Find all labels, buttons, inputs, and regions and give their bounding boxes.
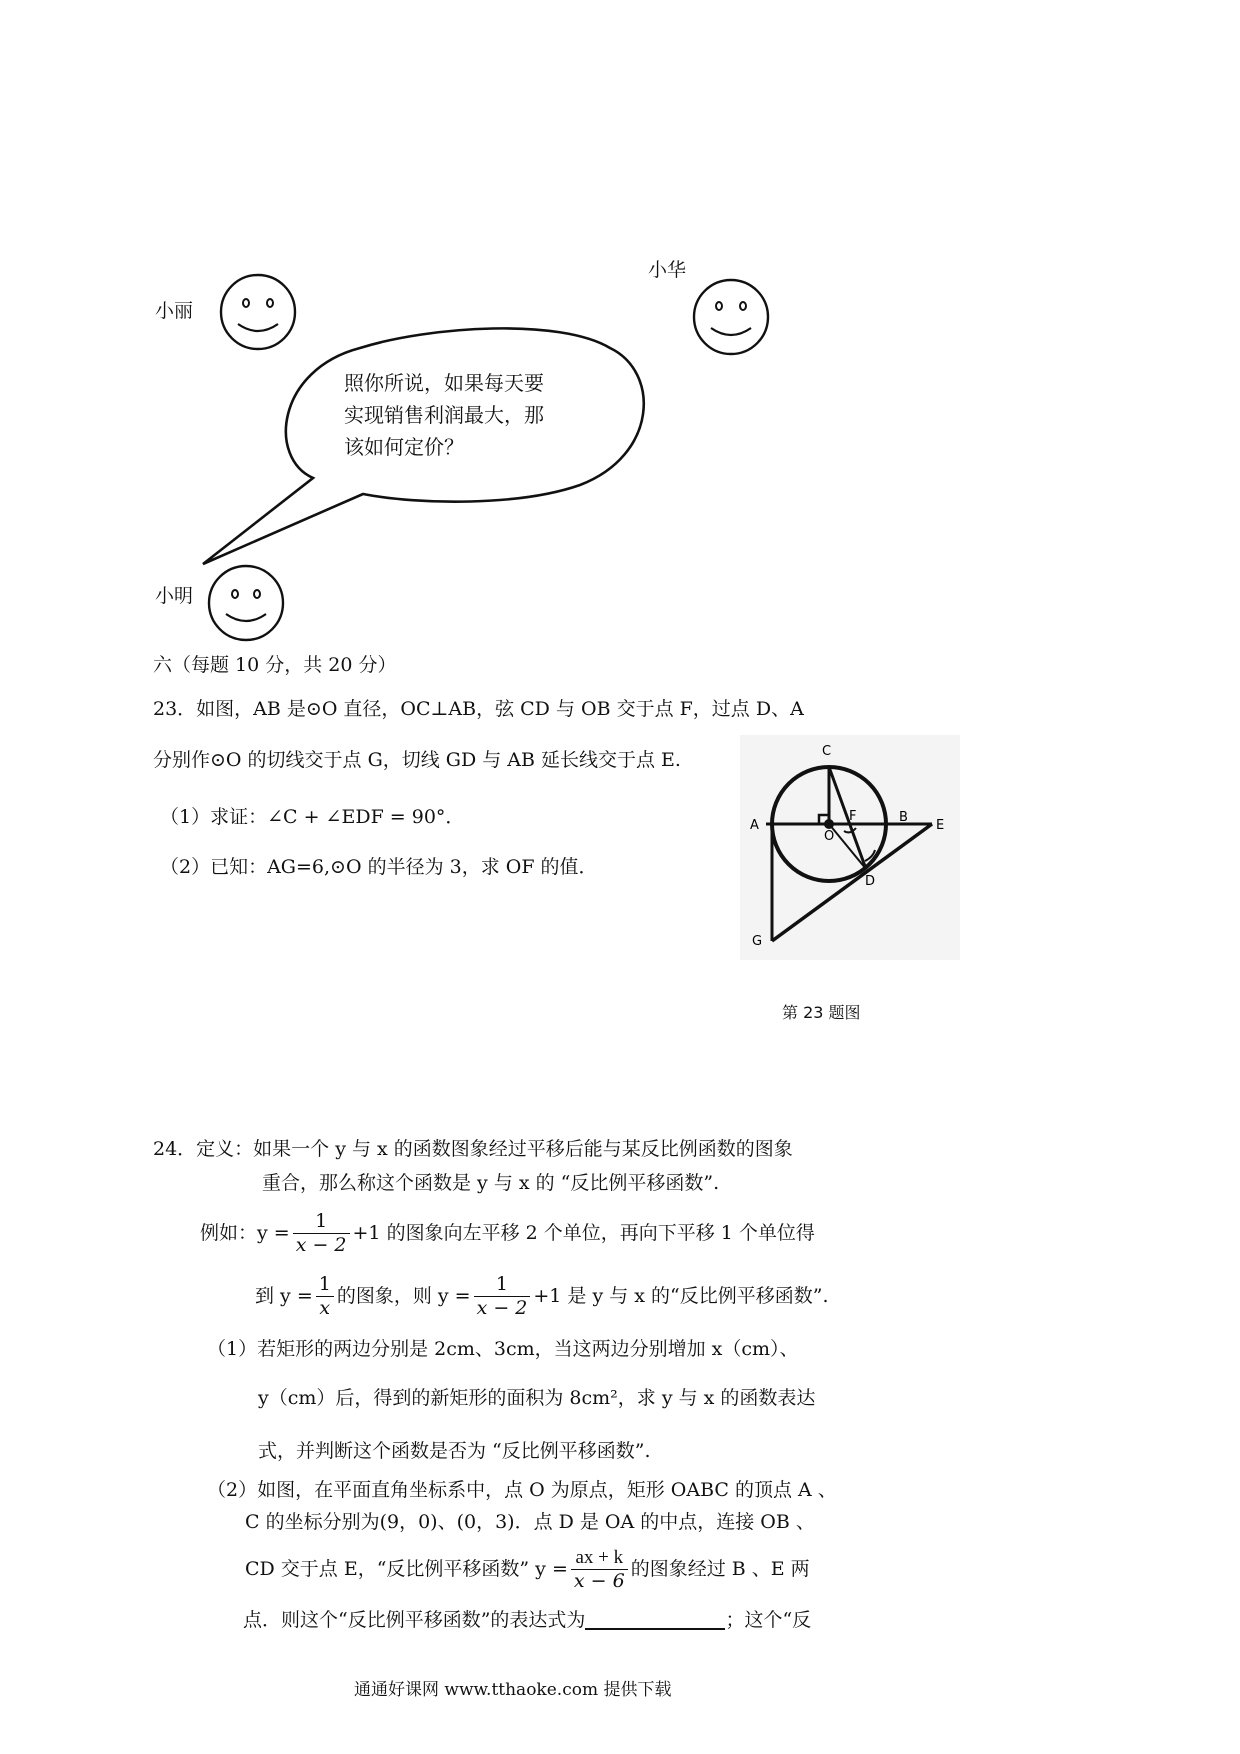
page-footer: 通通好课网 www.tthaoke.com 提供下载: [354, 1680, 672, 1700]
smiley-face-icon: [209, 566, 283, 640]
example-prefix: 到 y =: [255, 1285, 313, 1307]
q24-part2-line3: [245, 1548, 810, 1591]
fraction-numerator: ax + k: [571, 1548, 628, 1570]
example-prefix: 例如：y =: [200, 1222, 290, 1244]
q24-part2-line4: [243, 1610, 811, 1630]
point-label-d: D: [865, 874, 876, 889]
fraction-numerator: 1: [316, 1275, 334, 1297]
q23-geometry-figure: [740, 735, 960, 960]
q24-example-line1: [200, 1212, 815, 1255]
fraction: [293, 1212, 350, 1255]
q24-definition-line1: 24．定义：如果一个 y 与 x 的函数图象经过平移后能与某反比例函数的图象: [153, 1138, 793, 1160]
part2-text: 点．则这个“反比例平移函数”的表达式为: [243, 1609, 586, 1631]
bubble-text-line: 照你所说，如果每天要: [344, 371, 544, 395]
example-text: 的图象，则 y =: [336, 1285, 471, 1307]
fraction: [474, 1275, 531, 1318]
fraction-numerator: 1: [474, 1275, 531, 1297]
speaker-xiaohua-label: 小华: [648, 259, 687, 281]
example-text: +1 是 y 与 x 的“反比例平移函数”.: [533, 1285, 829, 1307]
point-label-o: O: [824, 829, 835, 844]
q24-part2-line2: C 的坐标分别为(9，0)、(0，3)．点 D 是 OA 的中点，连接 OB 、: [245, 1511, 815, 1533]
point-label-g: G: [752, 934, 763, 949]
section-heading: 六（每题 10 分，共 20 分）: [153, 654, 397, 676]
q23-part2: （2）已知：AG=6,⊙O 的半径为 3，求 OF 的值．: [160, 856, 598, 878]
point-label-f: F: [849, 809, 857, 824]
point-label-c: C: [822, 744, 832, 759]
fraction-denominator: x − 6: [573, 1570, 625, 1592]
example-text: +1 的图象向左平移 2 个单位，再向下平移 1 个单位得: [352, 1222, 815, 1244]
q24-definition-line2: 重合，那么称这个函数是 y 与 x 的 “反比例平移函数”.: [262, 1172, 720, 1194]
fraction: [571, 1548, 628, 1591]
q24-part1-line1: （1）若矩形的两边分别是 2cm、3cm，当这两边分别增加 x（cm）、: [207, 1338, 799, 1360]
part2-text: 的图象经过 B 、E 两: [630, 1558, 810, 1580]
q24-part2-line1: （2）如图，在平面直角坐标系中，点 O 为原点，矩形 OABC 的顶点 A 、: [207, 1479, 837, 1501]
smiley-face-icon: [694, 280, 768, 354]
q23-statement-line2: 分别作⊙O 的切线交于点 G，切线 GD 与 AB 延长线交于点 E.: [153, 749, 681, 771]
smiley-face-icon: [221, 275, 295, 349]
speaker-xiaoming-label: 小明: [155, 585, 194, 607]
answer-blank[interactable]: [585, 1610, 725, 1630]
point-label-a: A: [750, 818, 759, 833]
part2-text: CD 交于点 E，“反比例平移函数” y =: [245, 1558, 568, 1580]
fraction: [316, 1275, 334, 1318]
dialog-figure: [0, 0, 1240, 680]
q23-part1: （1）求证：∠C + ∠EDF = 90°．: [160, 806, 465, 828]
q24-example-line2: [255, 1275, 829, 1318]
point-label-b: B: [899, 810, 908, 825]
fraction-denominator: x − 2: [295, 1234, 347, 1256]
part2-text: ；这个“反: [725, 1609, 812, 1631]
q24-part1-line2: y（cm）后，得到的新矩形的面积为 8cm²，求 y 与 x 的函数表达: [258, 1387, 816, 1409]
bubble-text-line: 该如何定价？: [344, 435, 464, 459]
q24-part1-line3: 式，并判断这个函数是否为 “反比例平移函数”.: [258, 1440, 651, 1462]
speaker-xiaoli-label: 小丽: [155, 300, 194, 322]
bubble-text-line: 实现销售利润最大，那: [344, 403, 544, 427]
fraction-denominator: x: [319, 1297, 331, 1319]
figure-caption: 第 23 题图: [782, 1003, 861, 1022]
point-label-e: E: [936, 818, 945, 833]
fraction-denominator: x − 2: [476, 1297, 528, 1319]
q23-statement-line1: 23．如图，AB 是⊙O 直径，OC⊥AB，弦 CD 与 OB 交于点 F，过点 D、A: [153, 698, 804, 720]
fraction-numerator: 1: [293, 1212, 350, 1234]
